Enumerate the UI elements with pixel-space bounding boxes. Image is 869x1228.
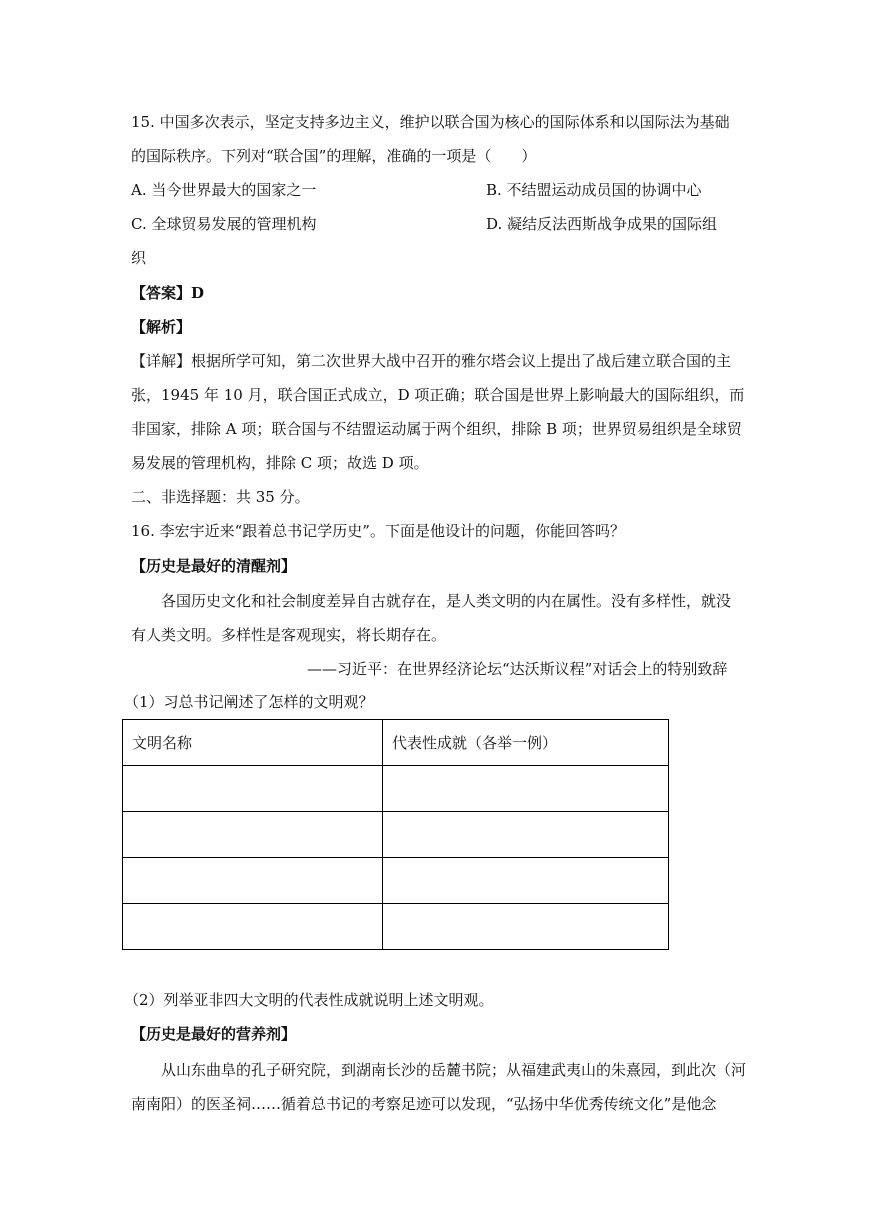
- table-cell: [383, 904, 669, 950]
- q15-detail-line-1: 【详解】根据所学可知，第二次世界大战中召开的雅尔塔会议上提出了战后建立联合国的主: [131, 352, 732, 370]
- q15-answer: 【答案】D: [131, 284, 205, 302]
- q16-heading-2: 【历史是最好的营养剂】: [131, 1025, 297, 1043]
- table-header-civilization: 文明名称: [123, 720, 383, 766]
- q15-detail-line-4: 易发展的管理机构，排除 C 项；故选 D 项。: [131, 454, 429, 472]
- q15-detail-line-3: 非国家，排除 A 项；联合国与不结盟运动属于两个组织，排除 B 项；世界贸易组织是全球贸: [131, 420, 742, 438]
- q16-intro: 16. 李宏宇近来“跟着总书记学历史”。下面是他设计的问题，你能回答吗？: [131, 522, 625, 540]
- table-cell: [123, 766, 383, 812]
- q16-heading-1: 【历史是最好的清醒剂】: [131, 557, 297, 575]
- table-row: [123, 766, 669, 812]
- civilization-table: [122, 719, 669, 950]
- q16-sub-question-2: （2）列举亚非四大文明的代表性成就说明上述文明观。: [124, 991, 494, 1009]
- table-cell: [123, 858, 383, 904]
- q15-analysis-title: 【解析】: [131, 318, 192, 336]
- q15-option-a: A. 当今世界最大的国家之一: [131, 181, 317, 199]
- table-cell: [383, 766, 669, 812]
- q16-para-line-1: 从山东曲阜的孔子研究院，到湖南长沙的岳麓书院；从福建武夷山的朱熹园，到此次（河: [161, 1061, 747, 1079]
- table-cell: [383, 812, 669, 858]
- q16-quote-line-1: 各国历史文化和社会制度差异自古就存在，是人类文明的内在属性。没有多样性，就没: [161, 592, 732, 610]
- table-header-row: [123, 720, 669, 766]
- q15-detail-line-2: 张，1945 年 10 月，联合国正式成立，D 项正确；联合国是世界上影响最大的国际组织，而: [131, 386, 745, 404]
- q15-option-d-wrap: 织: [131, 249, 147, 267]
- table-cell: [123, 904, 383, 950]
- q16-attribution: ——习近平：在世界经济论坛“达沃斯议程”对话会上的特别致辞: [307, 660, 728, 678]
- table-row: [123, 812, 669, 858]
- q15-option-b: B. 不结盟运动成员国的协调中心: [486, 181, 702, 199]
- q16-para-line-2: 南南阳）的医圣祠……循着总书记的考察足迹可以发现，“弘扬中华优秀传统文化”是他念: [131, 1095, 717, 1113]
- q15-stem-line-2: 的国际秩序。下列对“联合国”的理解，准确的一项是（ ）: [131, 147, 537, 165]
- table-row: [123, 858, 669, 904]
- table-row: [123, 904, 669, 950]
- table-cell: [383, 858, 669, 904]
- q16-sub-question-1: （1）习总书记阐述了怎样的文明观？: [124, 693, 374, 711]
- table-header-achievement: 代表性成就（各举一例）: [383, 720, 669, 766]
- table-cell: [123, 812, 383, 858]
- q15-option-c: C. 全球贸易发展的管理机构: [131, 215, 317, 233]
- q15-stem-line-1: 15. 中国多次表示，坚定支持多边主义，维护以联合国为核心的国际体系和以国际法为基础: [131, 113, 730, 131]
- q16-quote-line-2: 有人类文明。多样性是客观现实，将长期存在。: [131, 626, 447, 644]
- q15-option-d: D. 凝结反法西斯战争成果的国际组: [486, 215, 718, 233]
- section-heading: 二、非选择题：共 35 分。: [131, 488, 310, 506]
